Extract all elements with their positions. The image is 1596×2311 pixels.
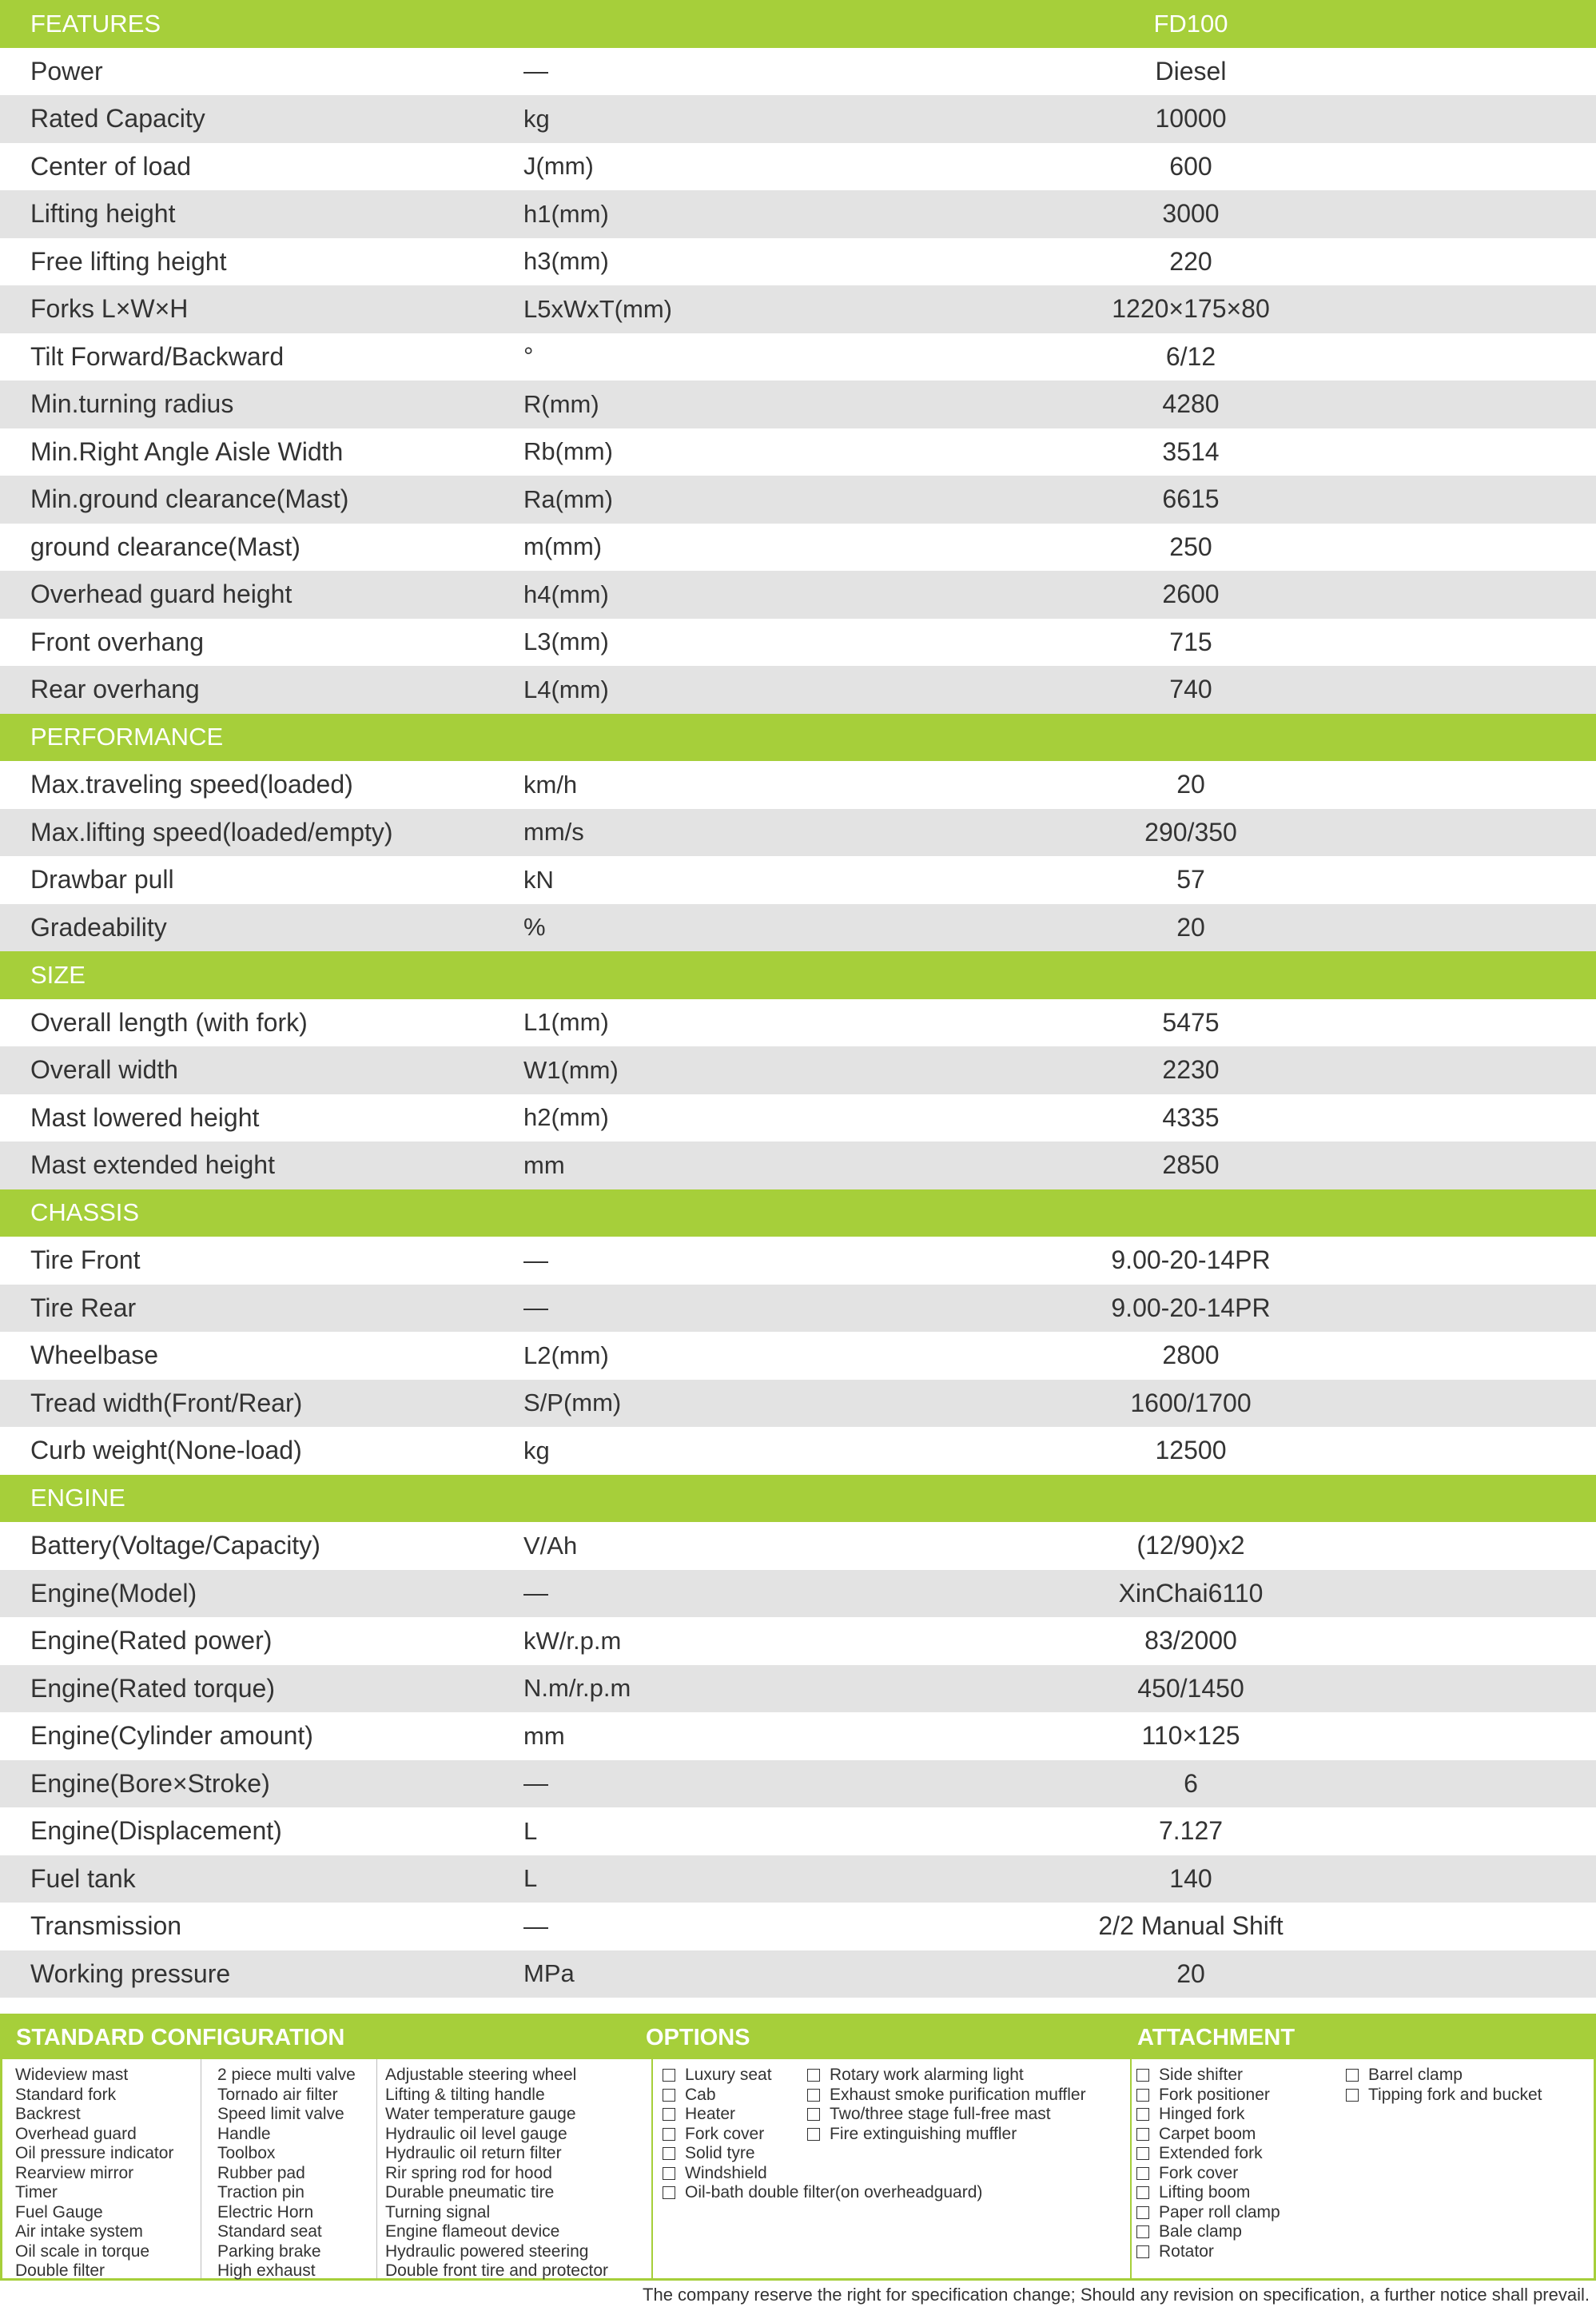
attachment-item (1136, 2203, 1280, 2223)
spec-unit: J(mm) (523, 152, 594, 181)
checkbox-icon (663, 2147, 675, 2160)
spec-label: Working pressure (30, 1958, 231, 1988)
spec-value: 715 (1169, 627, 1212, 656)
spec-label: Battery(Voltage/Capacity) (30, 1531, 320, 1560)
spec-row (0, 856, 1596, 904)
spec-unit: N.m/r.p.m (523, 1674, 631, 1703)
spec-label: Max.traveling speed(loaded) (30, 770, 353, 799)
section-header-row (0, 1475, 1596, 1523)
item-label: Two/three stage full-free mast (830, 2105, 1051, 2123)
spec-value (1031, 1189, 1351, 1237)
attachment-item (1136, 2105, 1280, 2125)
spec-value: 3000 (1162, 199, 1220, 229)
spec-value: 2600 (1162, 580, 1220, 609)
spec-label: Mast lowered height (30, 1102, 260, 1132)
checkbox-icon (1136, 2147, 1149, 2160)
spec-row (0, 1950, 1596, 1998)
standard-item: Oil scale in torque (15, 2241, 150, 2261)
spec-value: 10000 (1155, 104, 1227, 133)
checkbox-icon (1136, 2089, 1149, 2102)
checkbox-icon (663, 2108, 675, 2121)
spec-unit: mm/s (523, 818, 584, 847)
spec-row (0, 1855, 1596, 1903)
spec-value: 9.00-20-14PR (1111, 1293, 1271, 1322)
spec-row (0, 333, 1596, 381)
standard-item: Backrest (15, 2105, 81, 2123)
spec-value: 7.127 (1158, 1816, 1224, 1846)
spec-row (0, 809, 1596, 857)
standard-item: Timer (15, 2183, 58, 2201)
spec-row (0, 1046, 1596, 1094)
checkbox-icon (1136, 2245, 1149, 2258)
item-label: Rotary work alarming light (830, 2066, 1024, 2084)
spec-unit: Rb(mm) (523, 437, 613, 466)
standard-item: Traction pin (217, 2183, 304, 2201)
spec-row (0, 1760, 1596, 1808)
item-label: Windshield (685, 2163, 767, 2182)
spec-unit: h2(mm) (523, 1103, 609, 1132)
standard-item: Overhead guard (15, 2124, 137, 2143)
spec-unit: — (523, 1579, 548, 1608)
spec-unit: L (523, 1816, 538, 1845)
spec-value: 4280 (1162, 389, 1220, 419)
checkbox-icon (807, 2069, 820, 2082)
configuration-header (2, 2016, 1594, 2059)
options-title: OPTIONS (646, 2024, 750, 2050)
item-label: Exhaust smoke purification muffler (830, 2085, 1086, 2104)
spec-row (0, 1522, 1596, 1570)
standard-list-3 (385, 2066, 608, 2281)
checkbox-icon (807, 2128, 820, 2141)
standard-item: Wideview mast (15, 2066, 129, 2084)
spec-row (0, 48, 1596, 96)
spec-value: 250 (1169, 532, 1212, 561)
standard-item: Hydraulic oil return filter (385, 2144, 562, 2162)
spec-unit: V/Ah (523, 1531, 578, 1560)
attachment-item (1136, 2086, 1280, 2106)
attachment-item (1136, 2222, 1280, 2242)
spec-value: FD100 (1153, 9, 1228, 38)
spec-unit: — (523, 1769, 548, 1798)
standard-item: Adjustable steering wheel (385, 2066, 577, 2084)
standard-item: Air intake system (15, 2222, 143, 2241)
spec-row (0, 1617, 1596, 1665)
spec-label: Tread width(Front/Rear) (30, 1388, 303, 1417)
spec-row (0, 1903, 1596, 1950)
item-label: Extended fork (1159, 2144, 1263, 2162)
option-item (807, 2086, 1086, 2106)
spec-label: Rear overhang (30, 675, 200, 704)
item-label: Solid tyre (685, 2144, 755, 2162)
attachment-list-1 (1136, 2066, 1280, 2261)
section-title: ENGINE (30, 1484, 125, 1512)
item-label: Tipping fork and bucket (1368, 2085, 1542, 2104)
section-title: PERFORMANCE (30, 723, 224, 751)
spec-row (0, 666, 1596, 714)
spec-unit: — (523, 57, 548, 86)
checkbox-icon (807, 2108, 820, 2121)
spec-row (0, 1380, 1596, 1428)
options-list-2 (807, 2066, 1086, 2144)
footnote: The company reserve the right for specification change; Should any revision on specification, a further notice shall prevail. (643, 2285, 1590, 2305)
standard-item: 2 piece multi valve (217, 2066, 356, 2084)
spec-value: Diesel (1155, 56, 1227, 86)
spec-row (0, 524, 1596, 572)
spec-unit: L5xWxT(mm) (523, 294, 672, 323)
checkbox-icon (663, 2069, 675, 2082)
configuration-panel (0, 2014, 1596, 2281)
spec-label: Overhead guard height (30, 580, 293, 609)
attachment-item (1136, 2066, 1280, 2086)
standard-item: High exhaust (217, 2261, 316, 2280)
spec-row (0, 190, 1596, 238)
spec-unit: — (523, 1293, 548, 1322)
spec-label: Curb weight(None-load) (30, 1436, 302, 1465)
spec-row (0, 428, 1596, 476)
spec-label: Mast extended height (30, 1150, 275, 1180)
spec-row (0, 1237, 1596, 1285)
standard-item: Durable pneumatic tire (385, 2183, 555, 2201)
spec-value: 9.00-20-14PR (1111, 1245, 1271, 1275)
spec-value: 110×125 (1141, 1721, 1240, 1751)
item-label: Fire extinguishing muffler (830, 2124, 1017, 2143)
standard-configuration-title: STANDARD CONFIGURATION (16, 2024, 345, 2050)
spec-value: (12/90)x2 (1136, 1531, 1245, 1560)
spec-value: 4335 (1162, 1102, 1220, 1132)
spec-value: 20 (1176, 912, 1205, 942)
item-label: Carpet boom (1159, 2124, 1256, 2143)
item-label: Luxury seat (685, 2066, 772, 2084)
spec-row (0, 285, 1596, 333)
spec-row (0, 1094, 1596, 1142)
spec-label: Tire Front (30, 1245, 141, 1275)
spec-unit: ° (523, 342, 534, 371)
spec-value: 600 (1169, 151, 1212, 181)
spec-unit: L4(mm) (523, 675, 609, 703)
item-label: Barrel clamp (1368, 2066, 1463, 2084)
spec-unit: kN (523, 865, 554, 894)
spec-label: Rated Capacity (30, 104, 205, 133)
spec-row (0, 143, 1596, 191)
spec-label: Engine(Rated torque) (30, 1673, 275, 1703)
spec-unit: R(mm) (523, 389, 599, 418)
spec-unit: h1(mm) (523, 199, 609, 228)
spec-value: XinChai6110 (1118, 1578, 1264, 1608)
standard-item: Speed limit valve (217, 2105, 344, 2123)
spec-value: 20 (1176, 770, 1205, 799)
spec-value (1031, 1475, 1351, 1523)
spec-unit: MPa (523, 1959, 575, 1988)
section-header-row (0, 951, 1596, 999)
standard-item: Engine flameout device (385, 2222, 560, 2241)
option-item (807, 2125, 1086, 2145)
spec-label: Min.ground clearance(Mast) (30, 484, 349, 514)
item-label: Lifting boom (1159, 2183, 1251, 2201)
standard-item: Double front tire and protector (385, 2261, 608, 2280)
standard-item: Hydraulic oil level gauge (385, 2124, 567, 2143)
spec-value: 5475 (1162, 1007, 1220, 1037)
spec-label: Center of load (30, 151, 192, 181)
column-divider (376, 2059, 377, 2278)
section-header-row (0, 0, 1596, 48)
attachment-item (1136, 2144, 1280, 2164)
section-header-row (0, 1189, 1596, 1237)
spec-value: 57 (1176, 865, 1205, 895)
standard-item: Lifting & tilting handle (385, 2085, 545, 2104)
spec-unit: W1(mm) (523, 1055, 619, 1084)
checkbox-icon (1136, 2108, 1149, 2121)
spec-label: Free lifting height (30, 246, 227, 276)
section-divider (651, 2059, 653, 2278)
spec-row (0, 95, 1596, 143)
item-label: Fork cover (685, 2124, 765, 2143)
spec-unit: kg (523, 104, 550, 133)
spec-label: Tilt Forward/Backward (30, 341, 285, 371)
checkbox-icon (1136, 2128, 1149, 2141)
attachment-item (1136, 2242, 1280, 2262)
spec-label: Drawbar pull (30, 865, 174, 895)
option-item (663, 2144, 982, 2164)
checkbox-icon (663, 2186, 675, 2199)
spec-row (0, 619, 1596, 667)
standard-item: Fuel Gauge (15, 2202, 103, 2221)
option-item (807, 2105, 1086, 2125)
spec-label: Forks L×W×H (30, 294, 189, 324)
checkbox-icon (663, 2089, 675, 2102)
spec-label: Power (30, 56, 103, 86)
spec-row (0, 761, 1596, 809)
spec-row (0, 904, 1596, 952)
spec-value: 1220×175×80 (1112, 294, 1270, 324)
spec-unit: % (523, 913, 546, 942)
standard-list-2 (217, 2066, 356, 2281)
spec-row (0, 1712, 1596, 1760)
item-label: Rotator (1159, 2241, 1214, 2261)
section-header-row (0, 714, 1596, 762)
standard-item: Rir spring rod for hood (385, 2163, 552, 2182)
spec-label: Lifting height (30, 199, 176, 229)
standard-item: Electric Horn (217, 2202, 314, 2221)
standard-item: Tornado air filter (217, 2085, 338, 2104)
standard-item: Double filter (15, 2261, 105, 2280)
spec-value: 2230 (1162, 1055, 1220, 1085)
spec-unit: — (523, 1911, 548, 1940)
spec-unit: kg (523, 1436, 550, 1464)
checkbox-icon (663, 2167, 675, 2180)
spec-value: 83/2000 (1144, 1626, 1237, 1656)
item-label: Oil-bath double filter(on overheadguard) (685, 2183, 983, 2201)
checkbox-icon (1136, 2069, 1149, 2082)
spec-label: Overall width (30, 1055, 178, 1085)
spec-row (0, 1807, 1596, 1855)
spec-label: Tire Rear (30, 1293, 137, 1322)
item-label: Cab (685, 2085, 716, 2104)
standard-item: Handle (217, 2124, 271, 2143)
standard-item: Turning signal (385, 2202, 491, 2221)
spec-label: Transmission (30, 1911, 182, 1941)
spec-unit: L1(mm) (523, 1008, 609, 1037)
spec-label: Front overhang (30, 627, 205, 656)
spec-row (0, 571, 1596, 619)
standard-item: Rearview mirror (15, 2163, 134, 2182)
spec-label: ground clearance(Mast) (30, 532, 300, 561)
spec-unit: Ra(mm) (523, 484, 613, 513)
spec-unit: mm (523, 1150, 565, 1179)
checkbox-icon (1136, 2225, 1149, 2238)
item-label: Fork cover (1159, 2163, 1239, 2182)
spec-unit: kW/r.p.m (523, 1626, 622, 1655)
standard-list-1 (15, 2066, 173, 2281)
spec-row (0, 999, 1596, 1047)
attachment-title: ATTACHMENT (1137, 2024, 1296, 2050)
spec-value (1031, 951, 1351, 999)
spec-label: Min.Right Angle Aisle Width (30, 436, 344, 466)
spec-label: Engine(Displacement) (30, 1816, 282, 1846)
checkbox-icon (1136, 2167, 1149, 2180)
spec-label: Wheelbase (30, 1341, 159, 1370)
attachment-list-2 (1346, 2066, 1542, 2105)
spec-label: Min.turning radius (30, 389, 234, 419)
checkbox-icon (807, 2089, 820, 2102)
spec-label: Gradeability (30, 912, 167, 942)
section-divider (1130, 2059, 1132, 2278)
spec-unit: mm (523, 1721, 565, 1750)
standard-item: Rubber pad (217, 2163, 305, 2182)
spec-value: 450/1450 (1137, 1673, 1244, 1703)
spec-unit: h3(mm) (523, 247, 609, 276)
spec-value: 140 (1169, 1863, 1212, 1893)
item-label: Fork positioner (1159, 2085, 1270, 2104)
standard-item: Toolbox (217, 2144, 276, 2162)
option-item (807, 2066, 1086, 2086)
spec-value: 3514 (1162, 436, 1220, 466)
checkbox-icon (663, 2128, 675, 2141)
spec-unit: h4(mm) (523, 580, 609, 608)
spec-label: Max.lifting speed(loaded/empty) (30, 817, 393, 847)
spec-unit: S/P(mm) (523, 1389, 622, 1417)
item-label: Paper roll clamp (1159, 2202, 1280, 2221)
item-label: Heater (685, 2105, 736, 2123)
item-label: Bale clamp (1159, 2222, 1242, 2241)
spec-unit: L (523, 1864, 538, 1893)
spec-unit: — (523, 1245, 548, 1274)
section-title: FEATURES (30, 9, 161, 38)
spec-row (0, 238, 1596, 286)
spec-label: Engine(Rated power) (30, 1626, 273, 1656)
spec-row (0, 1332, 1596, 1380)
spec-value: 12500 (1155, 1436, 1227, 1465)
spec-row (0, 476, 1596, 524)
spec-unit: L3(mm) (523, 628, 609, 656)
checkbox-icon (1136, 2186, 1149, 2199)
spec-value: 740 (1169, 675, 1212, 704)
item-label: Hinged fork (1159, 2105, 1245, 2123)
spec-value: 6615 (1162, 484, 1220, 514)
spec-label: Engine(Cylinder amount) (30, 1721, 313, 1751)
spec-unit: L2(mm) (523, 1341, 609, 1369)
spec-value: 2800 (1162, 1341, 1220, 1370)
attachment-item (1346, 2086, 1542, 2106)
spec-unit: km/h (523, 770, 578, 799)
spec-label: Fuel tank (30, 1863, 136, 1893)
spec-value: 20 (1176, 1958, 1205, 1988)
spec-value (1031, 714, 1351, 762)
spec-value: 2/2 Manual Shift (1098, 1911, 1284, 1941)
spec-row (0, 1285, 1596, 1333)
option-item (663, 2164, 982, 2184)
standard-item: Standard fork (15, 2085, 117, 2104)
spec-value: 290/350 (1144, 817, 1237, 847)
spec-value: 2850 (1162, 1150, 1220, 1180)
spec-value: 6 (1184, 1768, 1198, 1798)
checkbox-icon (1346, 2089, 1359, 2102)
spec-row (0, 1142, 1596, 1189)
spec-row (0, 1665, 1596, 1713)
spec-row (0, 381, 1596, 428)
spec-value: 6/12 (1165, 341, 1216, 371)
section-title: SIZE (30, 960, 86, 989)
spec-row (0, 1570, 1596, 1618)
attachment-item (1136, 2125, 1280, 2145)
standard-item: Oil pressure indicator (15, 2144, 174, 2162)
standard-item: Water temperature gauge (385, 2105, 576, 2123)
spec-label: Overall length (with fork) (30, 1007, 308, 1037)
attachment-item (1346, 2066, 1542, 2086)
spec-unit: m(mm) (523, 532, 603, 561)
spec-label: Engine(Bore×Stroke) (30, 1768, 270, 1798)
standard-item: Standard seat (217, 2222, 322, 2241)
attachment-item (1136, 2183, 1280, 2203)
standard-item: Parking brake (217, 2241, 321, 2261)
standard-item: Hydraulic powered steering (385, 2241, 589, 2261)
checkbox-icon (1136, 2206, 1149, 2219)
option-item (663, 2183, 982, 2203)
spec-value: 1600/1700 (1130, 1388, 1252, 1417)
item-label: Side shifter (1159, 2066, 1244, 2084)
attachment-item (1136, 2164, 1280, 2184)
checkbox-icon (1346, 2069, 1359, 2082)
spec-value: 220 (1169, 246, 1212, 276)
spec-row (0, 1427, 1596, 1475)
section-title: CHASSIS (30, 1198, 140, 1227)
spec-label: Engine(Model) (30, 1578, 197, 1608)
